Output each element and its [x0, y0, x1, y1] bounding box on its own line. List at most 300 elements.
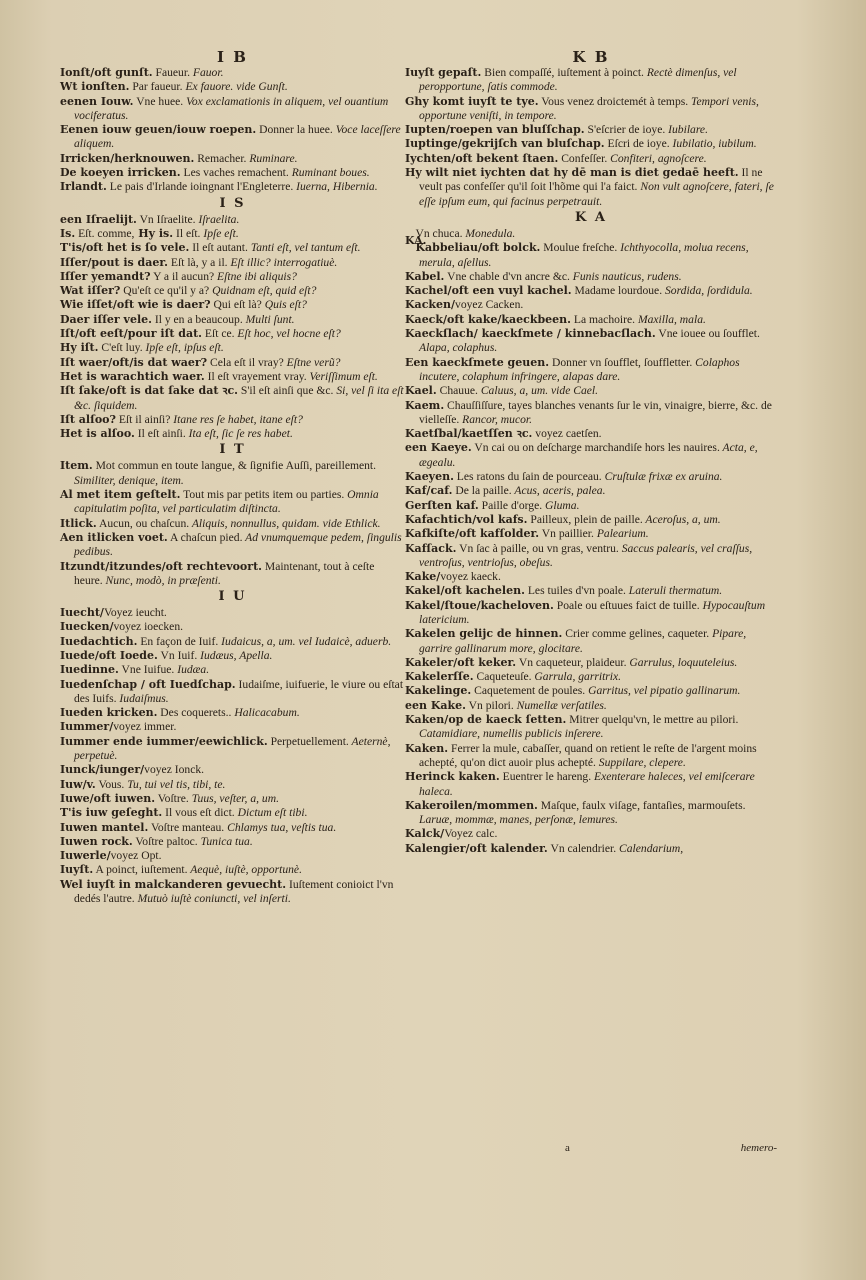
latin-gloss: Laruæ, mommæ, manes, perſonæ, lemures. — [419, 813, 618, 827]
latin-gloss: Sordida, ſordidula. — [662, 284, 753, 298]
headword: eenen Iouw. — [60, 94, 134, 108]
headword: Iueden kricken. — [60, 706, 158, 720]
french-gloss: Mitrer quelqu'vn, le mettre au pilori. — [566, 713, 739, 727]
latin-gloss: Ichthyocolla, molua recens, merula, aſellus. — [419, 241, 749, 269]
headword: Kalck/ — [405, 827, 445, 841]
dictionary-entry — [60, 241, 405, 255]
dictionary-entry — [60, 313, 405, 327]
french-gloss: Remacher. — [194, 151, 247, 165]
catchword: hemero- — [740, 1142, 777, 1154]
headword: Wie iſſet/oft wie is daer? — [60, 298, 211, 312]
latin-gloss: Eſtne verũ? — [283, 355, 341, 369]
headword: Wt ionſten. — [60, 80, 130, 94]
french-gloss: Vn Iuif. — [157, 648, 198, 662]
headword: Iychten/oft bekent ſtaen. — [405, 151, 559, 165]
headword: een Kaeye. — [405, 441, 472, 455]
latin-gloss: Garritus, vel pipatio gallinarum. — [585, 684, 741, 698]
dictionary-entry — [405, 670, 777, 684]
headword: Iuedinne. — [60, 663, 119, 677]
dictionary-entry — [405, 627, 777, 656]
dictionary-entry — [405, 66, 777, 95]
right-column — [405, 48, 777, 856]
headword: Iuedenſchap / oft Iuedſchap. — [60, 677, 236, 691]
headword: Hy wilt niet iychten dat hy dē man is diet gedaē heeft. — [405, 166, 739, 180]
french-gloss: Vn Iſraelite. — [136, 212, 196, 226]
french-gloss: Les vaches remachent. — [180, 166, 289, 180]
french-gloss: Faueur. — [152, 66, 190, 79]
french-gloss: Maintenant, tout à ceſte heure. — [74, 559, 375, 587]
headword: Kaeyen. — [405, 470, 454, 484]
french-gloss: Iuſtement conioict l'vn dedés l'autre. — [74, 877, 394, 906]
dictionary-entry — [60, 706, 405, 720]
dictionary-entry — [405, 742, 777, 771]
latin-gloss: Alapa, colaphus. — [419, 341, 498, 355]
dictionary-entry — [60, 878, 405, 907]
running-head-left: I B — [217, 48, 248, 66]
french-gloss: Vn caqueteur, plaideur. — [516, 655, 627, 669]
latin-gloss: Aliquis, nonnullus, quidam. vide Ethlick. — [189, 516, 381, 530]
dictionary-entry — [60, 620, 405, 634]
french-gloss: Moulue freſche. — [540, 241, 618, 255]
latin-gloss: Ipſe eſt. — [200, 226, 239, 240]
dictionary-entry — [60, 560, 405, 589]
dictionary-entry — [405, 827, 777, 841]
french-gloss: Y a il aucun? — [150, 269, 215, 283]
french-gloss: Eſt ce. — [202, 327, 235, 341]
dictionary-entry — [405, 570, 777, 584]
headword: Kael. — [405, 384, 437, 398]
headword: Kakel/ſtoue/kacheloven. — [405, 598, 554, 612]
headword: Kafachtich/vol kafs. — [405, 512, 528, 526]
dictionary-entry — [405, 656, 777, 670]
dictionary-entry — [405, 327, 777, 356]
dictionary-entry — [405, 226, 777, 247]
french-gloss: Paille d'orge. — [478, 498, 543, 512]
headword: Iſt ſake/oft is dat ſake dat ꝛc. — [60, 384, 238, 398]
latin-gloss: Voce laceſſere aliquem. — [74, 123, 401, 151]
dictionary-entry — [405, 95, 777, 124]
french-gloss: Cela eſt il vray? — [207, 355, 284, 369]
headword: Iuptinge/gekrijſch van bluſchap. — [405, 137, 605, 151]
dictionary-entry — [60, 152, 405, 166]
dictionary-entry — [60, 327, 405, 341]
signature-mark: a — [565, 1142, 570, 1154]
headword: Kakelen gelijc de hinnen. — [405, 627, 563, 641]
latin-gloss: Tuus, veſter, a, um. — [188, 791, 279, 805]
french-gloss: Vne huee. — [133, 94, 184, 108]
headword: Iuecken/ — [60, 620, 114, 634]
dictionary-entry — [60, 166, 405, 180]
french-gloss: Caquetement de poules. — [471, 684, 586, 698]
latin-gloss: Dictum eſt tibi. — [234, 806, 308, 820]
french-gloss: voyez Opt. — [110, 849, 162, 863]
headword: Ionſt/oft gunſt. — [60, 66, 153, 79]
french-gloss: Vne chable d'vn ancre &c. — [444, 269, 570, 283]
latin-gloss: Caluus, a, um. vide Cael. — [477, 384, 599, 398]
dictionary-entry — [60, 95, 405, 124]
left-column — [60, 48, 405, 906]
dictionary-entry — [60, 356, 405, 370]
french-gloss: Eſt là, y a il. — [168, 255, 228, 269]
dictionary-entry — [60, 606, 405, 620]
french-gloss: Les ratons du ſain de pourceau. — [453, 470, 602, 484]
headword: Hy iſt. — [60, 341, 99, 355]
french-gloss: Pailleux, plein de paille. — [527, 512, 643, 526]
french-gloss: A chaſcun pied. — [167, 530, 243, 544]
latin-gloss: Aequè, iuſtè, opportunè. — [187, 863, 302, 877]
latin-gloss: Hypocauſtum latericium. — [419, 598, 766, 626]
latin-gloss: Acta, e, ægealu. — [419, 441, 758, 469]
latin-gloss: Cruſtulæ frixæ ex aruina. — [601, 470, 723, 484]
headword: Kaeckſlach/ kaeckſmete / kinnebacſlach. — [405, 327, 656, 341]
french-gloss: De la paille. — [452, 484, 512, 498]
latin-gloss: Pipare, garrire gallinarum more, glocitare. — [419, 627, 747, 655]
headword: Irricken/herknouwen. — [60, 151, 195, 165]
dictionary-entry — [405, 542, 777, 571]
latin-gloss: Suppilare, clepere. — [595, 755, 686, 769]
dictionary-entry — [60, 735, 405, 764]
french-gloss: Mot commun en toute langue, & ſignifie Auſſi, pareillement. — [92, 459, 377, 473]
headword: Daer iſſer vele. — [60, 312, 152, 326]
french-gloss: Vous venez droictemét à temps. — [538, 94, 689, 108]
headword: KA. — [405, 233, 427, 247]
dictionary-entry — [60, 213, 405, 227]
headword: T'is/oft het is ſo vele. — [60, 241, 190, 255]
right-entries — [405, 66, 777, 856]
french-gloss: Vne Iuifue. — [118, 663, 175, 677]
latin-gloss: Ad vnumquemque pedem, ſingulis pedibus. — [74, 530, 402, 559]
headword: een Iſraelijt. — [60, 212, 137, 226]
french-gloss: Voſtre paltoc. — [132, 834, 198, 848]
latin-gloss: Ita eſt, ſic ſe res habet. — [185, 427, 293, 441]
latin-gloss: Ruminare. — [246, 151, 298, 165]
latin-gloss: Exenterare haleces, vel emiſcerare haleca. — [419, 770, 755, 798]
headword: Iuecht/ — [60, 606, 104, 620]
latin-gloss: Palearium. — [593, 527, 649, 541]
dictionary-entry — [60, 180, 405, 194]
latin-gloss: Colaphos incutere, colaphum infringere, alapas dare. — [419, 355, 740, 383]
dictionary-entry — [60, 863, 405, 877]
french-gloss: Iudaiſme, iuifuerie, le viure ou eſtat des Iuifs. — [74, 677, 404, 705]
dictionary-entry — [405, 123, 777, 137]
dictionary-entry — [60, 763, 405, 777]
french-gloss: Eſcri de ioye. — [604, 137, 670, 151]
french-gloss: voyez kaeck. — [440, 570, 501, 584]
latin-gloss: Lateruli thermatum. — [625, 584, 723, 598]
latin-gloss: Multi ſunt. — [242, 312, 295, 326]
french-gloss: Vn chuca. — [415, 226, 463, 240]
french-gloss: C'eſt luy. — [98, 341, 143, 355]
french-gloss: Qui eſt là? — [210, 298, 262, 312]
headword: Item. — [60, 459, 93, 473]
french-gloss: Il eſt vrayement vray. — [204, 369, 307, 383]
dictionary-entry — [405, 713, 777, 742]
latin-gloss: Funis nauticus, rudens. — [569, 269, 682, 283]
french-gloss: Chauſſiſſure, tayes blanches venants ſur le vin, vinaigre, bierre, &c. de vielleſſe. — [419, 398, 772, 426]
headword: Iuwen rock. — [60, 834, 133, 848]
latin-gloss: Ruminant boues. — [288, 166, 370, 180]
dictionary-entry — [405, 313, 777, 327]
latin-gloss: Iudaicus, a, um. vel Iudaicè, aduerb. — [218, 634, 392, 648]
dictionary-entry — [60, 531, 405, 560]
latin-gloss: Tanti eſt, vel tantum eſt. — [247, 241, 361, 255]
headword: Kachel/oft een vuyl kachel. — [405, 284, 572, 298]
dictionary-entry — [60, 778, 405, 792]
dictionary-entry — [60, 649, 405, 663]
section-heading: I U — [218, 589, 247, 605]
french-gloss: voyez immer. — [113, 720, 177, 734]
headword: Iſſer/pout is daer. — [60, 255, 168, 269]
headword: Hy is. — [134, 226, 174, 240]
latin-gloss: Numellæ verſatiles. — [513, 698, 607, 712]
dictionary-entry — [405, 470, 777, 484]
dictionary-entry — [405, 241, 777, 270]
french-gloss: Crier comme gelines, caqueter. — [562, 627, 710, 641]
latin-gloss: Rectè dimenſus, vel peropportune, ſatis commode. — [419, 66, 737, 94]
headword: Itzundt/itzundes/oft rechtevoort. — [60, 559, 262, 573]
dictionary-entry — [405, 356, 777, 385]
headword: Iſt/oft eeſt/pour iſt dat. — [60, 327, 202, 341]
latin-gloss: Nunc, modò, in præſenti. — [102, 573, 221, 587]
dictionary-entry — [405, 484, 777, 498]
latin-gloss: Si, vel ſi ita eſt &c. ſiquidem. — [74, 384, 404, 412]
french-gloss: Voſtre manteau. — [148, 820, 225, 834]
headword: Iummer ende iummer/eewichlick. — [60, 734, 268, 748]
french-gloss: Vous. — [95, 777, 125, 791]
headword: Iupten/roepen van bluſſchap. — [405, 123, 585, 137]
dictionary-entry — [405, 284, 777, 298]
french-gloss: Vn ſac à paille, ou vn gras, ventru. — [456, 541, 619, 555]
latin-gloss: Monedula. — [462, 226, 516, 240]
french-gloss: Eſt il ainſi? — [115, 412, 171, 426]
french-gloss: Poale ou eſtuues faict de tuille. — [553, 598, 700, 612]
headword: Is. — [60, 226, 76, 240]
headword: Een kaeckſmete geuen. — [405, 355, 550, 369]
latin-gloss: Mutuò iuſtè coniuncti, vel inſerti. — [134, 892, 291, 906]
french-gloss: Qu'eſt ce qu'il y a? — [120, 284, 210, 298]
french-gloss: Tout mis par petits item ou parties. — [180, 488, 345, 502]
french-gloss: Par faueur. — [129, 80, 183, 94]
headword: Iuyſt. — [60, 863, 94, 877]
dictionary-entry — [60, 66, 405, 80]
headword: Eenen iouw geuen/iouw roepen. — [60, 123, 257, 137]
dictionary-entry — [60, 849, 405, 863]
headword: Iuede/oft Ioede. — [60, 648, 158, 662]
latin-gloss: Chlamys tua, veſtis tua. — [224, 820, 337, 834]
french-gloss: Des coquerets.. — [157, 706, 232, 720]
french-gloss: voyez ioecken. — [113, 620, 184, 634]
dictionary-entry — [405, 427, 777, 441]
dictionary-entry — [405, 152, 777, 166]
headword: Kaem. — [405, 398, 445, 412]
headword: Herinck kaken. — [405, 770, 500, 784]
headword: Kalengier/oft kalender. — [405, 841, 548, 855]
headword: Iuyſt gepaſt. — [405, 66, 482, 79]
latin-gloss: Iſraelita. — [195, 212, 240, 226]
latin-gloss: Aeternè, perpetuè. — [74, 734, 391, 763]
dictionary-entry — [60, 678, 405, 707]
latin-gloss: Eſtne ibi aliquis? — [214, 269, 297, 283]
latin-gloss: Similiter, denique, item. — [74, 473, 184, 487]
headword: Kaeck/oft kake/kaeckbeen. — [405, 312, 571, 326]
latin-gloss: Saccus palearis, vel craſſus, ventroſus, ventrioſus, obeſus. — [419, 541, 753, 569]
latin-gloss: Gluma. — [542, 498, 580, 512]
headword: Iſt alſoo? — [60, 412, 116, 426]
dictionary-entry — [60, 227, 405, 241]
latin-gloss: Iubilatio, iubilum. — [669, 137, 757, 151]
french-gloss: Voyez ieucht. — [103, 606, 167, 620]
headword: Iſt waer/oft/is dat waer? — [60, 355, 208, 369]
dictionary-entry — [60, 792, 405, 806]
french-gloss: Perpetuellement. — [267, 734, 349, 748]
headword: Irlandt. — [60, 180, 107, 194]
latin-gloss: Non vult agnoſcere, fateri, ſe eſſe ipſum eum, qui facinus perpetrauit. — [419, 180, 774, 208]
latin-gloss: Confiteri, agnoſcere. — [607, 151, 707, 165]
running-head-right: K B — [572, 48, 610, 66]
dictionary-entry — [60, 459, 405, 488]
french-gloss: voyez Cacken. — [455, 298, 524, 312]
latin-gloss: Vox exclamationis in aliquem, vel ouantium vociferatus. — [74, 94, 389, 122]
french-gloss: En façon de Iuif. — [137, 634, 219, 648]
headword: Iuwerle/ — [60, 849, 111, 863]
latin-gloss: Halicacabum. — [231, 706, 300, 720]
latin-gloss: Garrulus, loquuteleius. — [626, 655, 738, 669]
latin-gloss: Eſt illic? interrogatiuè. — [227, 255, 338, 269]
french-gloss: voyez Ionck. — [144, 763, 205, 777]
headword: Kafkiſte/oft kafſolder. — [405, 527, 540, 541]
dictionary-entry — [60, 370, 405, 384]
headword: De koeyen irricken. — [60, 166, 181, 180]
french-gloss: Il y en a beaucoup. — [151, 312, 243, 326]
dictionary-entry — [60, 821, 405, 835]
dictionary-entry — [60, 80, 405, 94]
dictionary-entry — [60, 517, 405, 531]
latin-gloss: Eſt hoc, vel hocne eſt? — [234, 327, 341, 341]
latin-gloss: Acus, aceris, palea. — [511, 484, 606, 498]
headword: Kakeroilen/mommen. — [405, 798, 538, 812]
french-gloss: Eſt. comme, — [75, 226, 135, 240]
dictionary-entry — [60, 284, 405, 298]
latin-gloss: Itane res ſe habet, itane eſt? — [170, 412, 303, 426]
french-gloss: Confeſſer. — [558, 151, 608, 165]
latin-gloss: Iudæa. — [174, 663, 210, 677]
dictionary-entry — [60, 663, 405, 677]
latin-gloss: Iuerna, Hibernia. — [293, 180, 378, 194]
headword: T'is iuw geſeght. — [60, 806, 163, 820]
french-gloss: Il vous eſt dict. — [162, 806, 235, 820]
french-gloss: Vn cai ou on deſcharge marchandiſe hors les nauires. — [471, 441, 720, 455]
dictionary-entry — [60, 427, 405, 441]
french-gloss: voyez caetſen. — [532, 427, 602, 441]
dictionary-entry — [405, 137, 777, 151]
headword: Kabbeliau/oft bolck. — [415, 241, 541, 255]
headword: Kaken/op de kaeck ſetten. — [405, 713, 567, 727]
headword: Gerſten kaf. — [405, 498, 479, 512]
french-gloss: Voyez calc. — [444, 827, 498, 841]
latin-gloss: Maxilla, mala. — [635, 312, 706, 326]
dictionary-entry — [405, 499, 777, 513]
latin-gloss: Iudæus, Apella. — [197, 648, 273, 662]
french-gloss: Il eſt ainſi. — [134, 427, 186, 441]
latin-gloss: Tu, tui vel tis, tibi, te. — [124, 777, 226, 791]
latin-gloss: Calendarium, — [616, 841, 684, 855]
headword: Iuedachtich. — [60, 634, 138, 648]
headword: Kacken/ — [405, 298, 456, 312]
french-gloss: Le pais d'Irlande ioingnant l'Engleterre. — [106, 180, 294, 194]
dictionary-entry — [60, 806, 405, 820]
headword: Iunck/iunger/ — [60, 763, 145, 777]
headword: Kake/ — [405, 570, 441, 584]
dictionary-entry — [60, 413, 405, 427]
latin-gloss: Quidnam eſt, quid eſt? — [209, 284, 317, 298]
headword: Al met item geſtelt. — [60, 488, 181, 502]
french-gloss: Voſtre. — [155, 791, 189, 805]
french-gloss: S'il eſt ainſi que &c. — [237, 384, 334, 398]
french-gloss: Bien compaſſé, iuſtement à poinct. — [481, 66, 644, 79]
dictionary-entry — [405, 270, 777, 284]
headword: Wat iſſer? — [60, 284, 121, 298]
dictionary-entry — [405, 770, 777, 799]
headword: Iuwen mantel. — [60, 820, 149, 834]
headword: Kakel/oft kachelen. — [405, 584, 525, 598]
latin-gloss: Omnia capitulatim poſita, vel particulatim diſtincta. — [74, 488, 379, 516]
latin-gloss: Quis eſt? — [261, 298, 307, 312]
headword: Itlick. — [60, 516, 97, 530]
dictionary-entry — [405, 527, 777, 541]
dictionary-entry — [405, 399, 777, 428]
french-gloss: Il ne veult pas confeſſer qu'il ſoit l'hõme qui l'a faict. — [419, 166, 763, 194]
dictionary-entry — [405, 699, 777, 713]
dictionary-entry — [405, 799, 777, 828]
dictionary-entry — [405, 441, 777, 470]
dictionary-entry — [60, 835, 405, 849]
latin-gloss: Ex fauore. vide Gunſt. — [182, 80, 288, 94]
dictionary-entry — [60, 270, 405, 284]
latin-gloss: Garrula, garritrix. — [531, 670, 622, 684]
french-gloss: Vn pilori. — [465, 698, 514, 712]
latin-gloss: Catamidiare, numellis publicis inſerere. — [419, 727, 604, 741]
dictionary-entry — [405, 842, 777, 856]
latin-gloss: Iudaiſmus. — [116, 691, 169, 705]
dictionary-entry — [405, 584, 777, 598]
dictionary-entry — [60, 635, 405, 649]
latin-gloss: Ipſe eſt, ipſus eſt. — [142, 341, 224, 355]
dictionary-entry — [60, 384, 405, 413]
headword: Wel iuyſt in malckanderen gevuecht. — [60, 877, 287, 891]
headword: Kaken. — [405, 741, 449, 755]
french-gloss: Il eſt. — [173, 226, 201, 240]
french-gloss: Madame lourdoue. — [571, 284, 663, 298]
headword: Iuwe/oft iuwen. — [60, 791, 156, 805]
dictionary-entry — [405, 384, 777, 398]
dictionary-entry — [60, 123, 405, 152]
headword: Kabel. — [405, 269, 445, 283]
headword: Het is alſoo. — [60, 427, 135, 441]
headword: Kaf/caf. — [405, 484, 453, 498]
french-gloss: La machoire. — [570, 312, 636, 326]
dictionary-entry — [405, 513, 777, 527]
dictionary-entry — [60, 341, 405, 355]
dictionary-entry — [405, 599, 777, 628]
dictionary-entry — [60, 720, 405, 734]
latin-gloss: Tunica tua. — [197, 834, 253, 848]
headword: Het is warachtich waer. — [60, 369, 205, 383]
french-gloss: Chauue. — [436, 384, 478, 398]
headword: Kaetſbal/kaetſſen ꝛc. — [405, 427, 533, 441]
french-gloss: Il eſt autant. — [189, 241, 248, 255]
latin-gloss: Aceroſus, a, um. — [642, 512, 721, 526]
headword: Kafſack. — [405, 541, 457, 555]
